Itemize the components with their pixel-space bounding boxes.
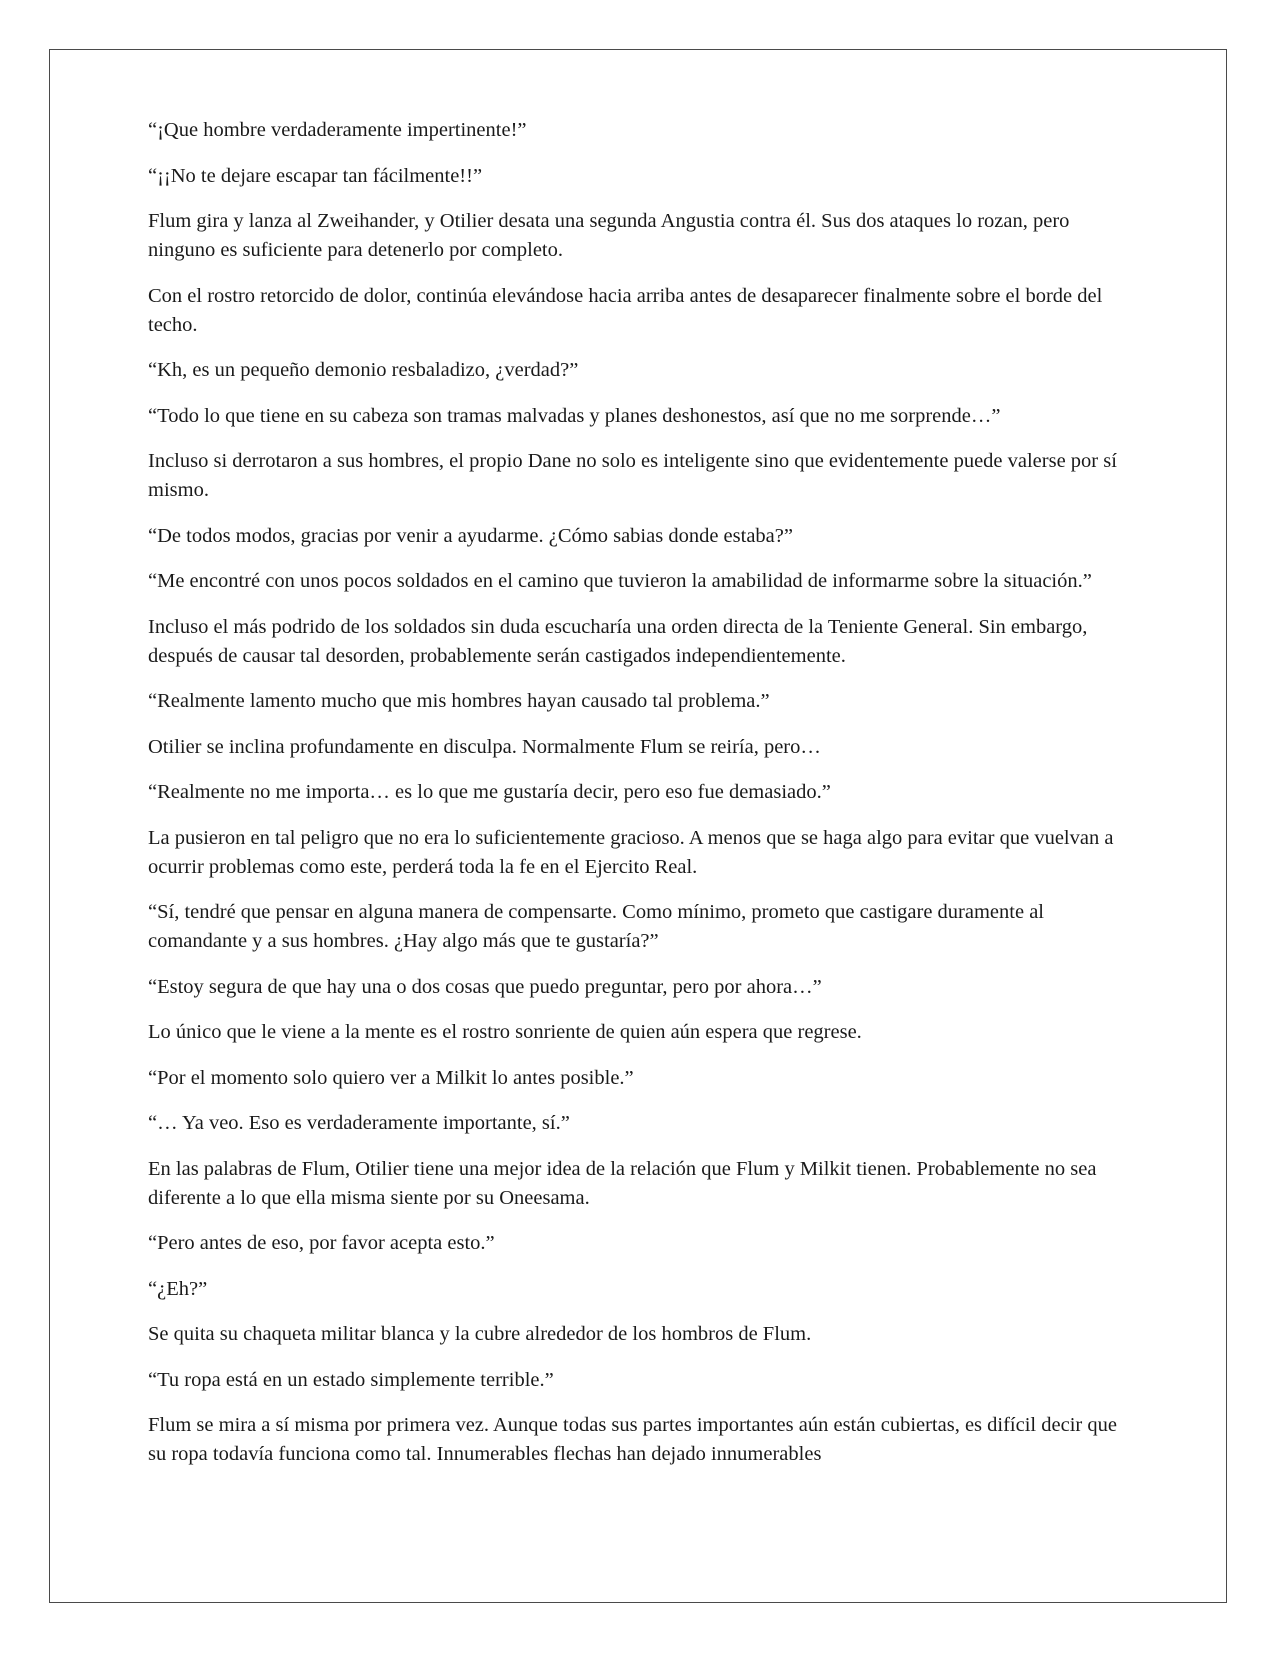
paragraph: “Kh, es un pequeño demonio resbaladizo, ¿verdad?” — [148, 359, 579, 381]
paragraph: “De todos modos, gracias por venir a ayudarme. ¿Cómo sabias donde estaba?” — [148, 524, 793, 547]
paragraph: En las palabras de Flum, Otilier tiene una mejor idea de la relación que Flum y Milkit tienen. Probablemente no sea diferente a lo que ella misma siente por su Oneesama. — [148, 1157, 1097, 1209]
paragraph: “Tu ropa está en un estado simplemente terrible.” — [148, 1368, 554, 1391]
paragraph: Con el rostro retorcido de dolor, continúa elevándose hacia arriba antes de desaparecer finalmente sobre el borde del techo. — [148, 284, 1103, 336]
paragraph: Lo único que le viene a la mente es el rostro sonriente de quien aún espera que regrese. — [148, 1021, 862, 1043]
paragraph: “Por el momento solo quiero ver a Milkit lo antes posible.” — [148, 1066, 634, 1089]
paragraph: Incluso el más podrido de los soldados sin duda escucharía una orden directa de la Teniente General. Sin embargo, después de causar tal desorden, probablemente serán castigados independientemente. — [148, 615, 1088, 667]
paragraph: “Estoy segura de que hay una o dos cosas que puedo preguntar, pero por ahora…” — [148, 975, 822, 998]
paragraph: Flum gira y lanza al Zweihander, y Otilier desata una segunda Angustia contra él. Sus dos ataques lo rozan, pero ninguno es suficiente para detenerlo por completo. — [148, 210, 1070, 261]
paragraph: Se quita su chaqueta militar blanca y la cubre alrededor de los hombros de Flum. — [148, 1323, 812, 1345]
paragraph: “Todo lo que tiene en su cabeza son tramas malvadas y planes deshonestos, así que no me sorprende…” — [148, 404, 1001, 427]
paragraph: Incluso si derrotaron a sus hombres, el propio Dane no solo es inteligente sino que evidentemente puede valerse por sí mismo. — [148, 450, 1117, 501]
page-body — [148, 116, 1138, 1486]
paragraph: “Sí, tendré que pensar en alguna manera de compensarte. Como mínimo, prometo que castigare duramente al comandante y a sus hombres. ¿Hay algo más que te gustaría?” — [148, 901, 1044, 952]
paragraph: “¿Eh?” — [148, 1277, 208, 1300]
paragraph: “… Ya veo. Eso es verdaderamente importante, sí.” — [148, 1112, 570, 1134]
paragraph: “Pero antes de eso, por favor acepta esto.” — [148, 1232, 495, 1254]
paragraph: “Realmente lamento mucho que mis hombres hayan causado tal problema.” — [148, 690, 770, 712]
paragraph: Flum se mira a sí misma por primera vez. Aunque todas sus partes importantes aún están cubiertas, es difícil decir que su ropa todavía funciona como tal. Innumerables flechas han dejado innumerables — [148, 1414, 1117, 1465]
paragraph: Otilier se inclina profundamente en disculpa. Normalmente Flum se reiría, pero… — [148, 735, 821, 758]
paragraph: “¡Que hombre verdaderamente impertinente!” — [148, 119, 527, 141]
paragraph: “Realmente no me importa… es lo que me gustaría decir, pero eso fue demasiado.” — [148, 781, 831, 803]
paragraph: “Me encontré con unos pocos soldados en el camino que tuvieron la amabilidad de informarme sobre la situación.” — [148, 570, 1092, 592]
paragraph: La pusieron en tal peligro que no era lo suficientemente gracioso. A menos que se haga algo para evitar que vuelvan a ocurrir problemas como este, perderá toda la fe en el Ejercito Real. — [148, 826, 1114, 878]
paragraph: “¡¡No te dejare escapar tan fácilmente!!” — [148, 164, 483, 187]
